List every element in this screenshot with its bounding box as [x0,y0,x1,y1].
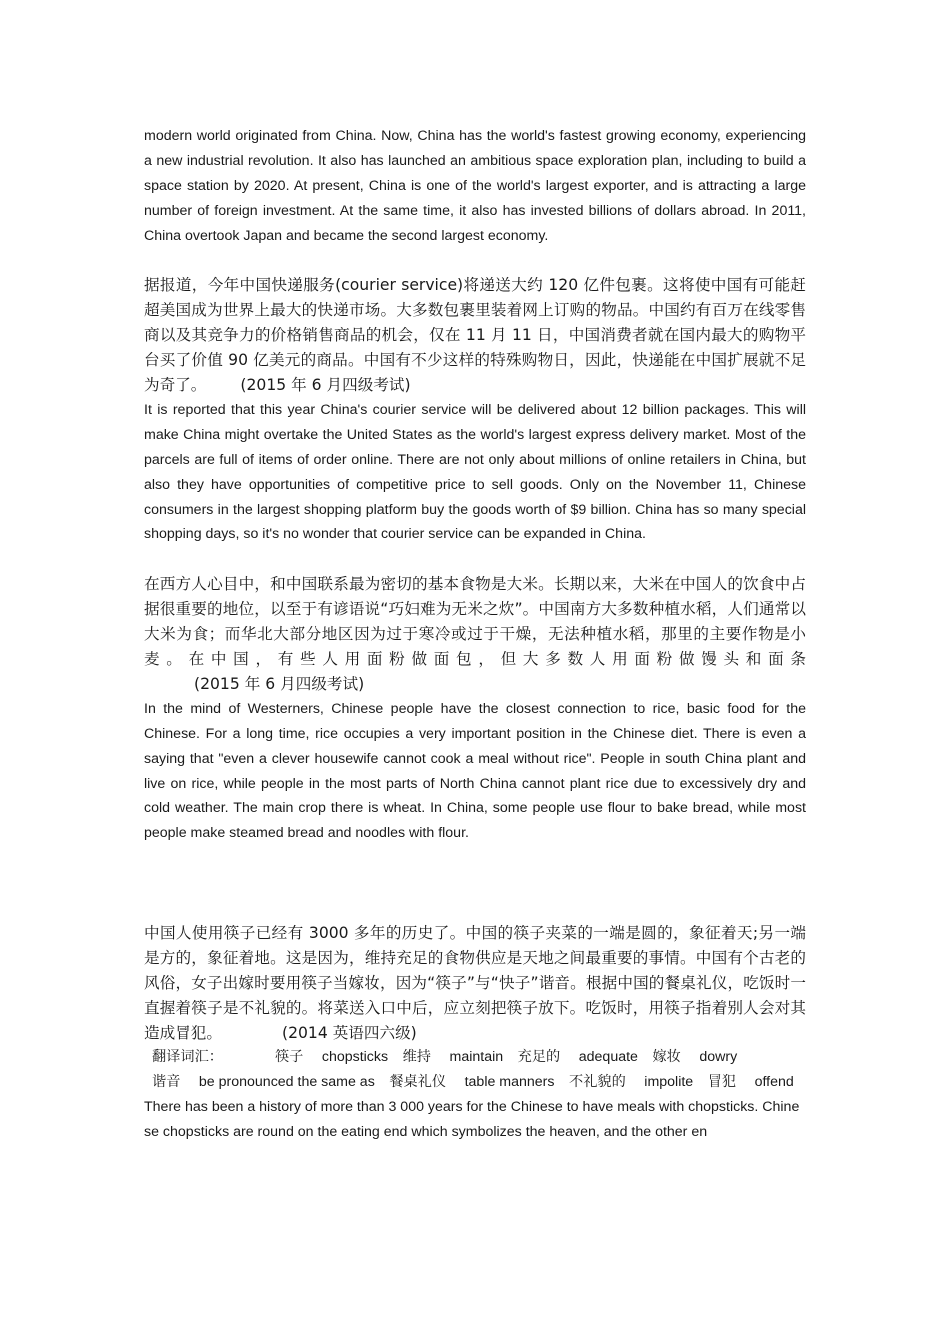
spacer [144,846,806,921]
vocabulary-label: 翻译词汇： [152,1049,223,1066]
vocab-term-zh: 不礼貌的 [569,1074,626,1091]
vocab-term-en: chopsticks [321,1049,389,1066]
vocab-term-en: dowry [699,1049,738,1066]
vocab-term-en: table manners [464,1074,555,1091]
spacer [144,249,806,274]
spacer [144,547,806,572]
document-page [144,124,806,1145]
vocab-term-zh: 筷子 [274,1049,304,1066]
passage4-english: There has been a history of more than 3 000 years for the Chinese to have meals with chopsticks. Chinese chopsticks are round on the eating end which symbolizes the heaven, and the other en [144,1099,800,1141]
vocab-term-zh: 冒犯 [707,1074,737,1091]
vocab-term-en: offend [754,1074,794,1091]
vocab-term-zh: 餐桌礼仪 [389,1074,447,1091]
vocab-term-zh: 维持 [402,1049,431,1066]
passage4-chinese [144,921,806,1046]
passage4-chinese-text: 中国人使用筷子已经有 3000 多年的历史了。中国的筷子夹菜的一端是圆的，象征着天;另一端是方的，象征着地。这是因为，维持充足的食物供应是天地之间最重要的事情。中国有个古老的风俗，女子出嫁时要用筷子当嫁妆，因为“筷子”与“快子”谐音。根据中国的餐桌礼仪，吃饭时一直握着筷子是不礼貌的。将菜送入口中后，应立刻把筷子放下。吃饭时，用筷子指着别人会对其造成冒犯。 [144,923,806,1042]
vocab-term-zh: 谐音 [152,1074,181,1091]
passage1-english: modern world originated from China. Now, China has the world's fastest growing economy, experiencing a new industrial revolution. It also has launched an ambitious space exploration plan, including to build a space station by 2020. At present, China is one of the world's largest exporter, and is attracting a large number of foreign investment. At the same time, it also has invested billions of dollars abroad. In 2011, China overtook Japan and became the second largest economy. [144,128,806,244]
vocab-term-en: be pronounced the same as [198,1074,375,1091]
passage4-source: (2014 英语四六级) [281,1023,417,1042]
passage2-chinese-text: 据报道，今年中国快递服务(courier service)将递送大约 120 亿件包裹。这将使中国有可能赶超美国成为世界上最大的快递市场。大多数包裹里装着网上订购的物品。中国约有百万在线零售商以及其竞争力的价格销售商品的机会，仅在 11 月 11 日，中国消费者就在国内最大的购物平台买了价值 90 亿美元的商品。中国有不少这样的特殊购物日，因此，快递能在中国扩展就不足为奇了。 [144,276,806,395]
passage3-chinese [144,572,806,697]
vocab-term-en: adequate [578,1049,638,1066]
vocab-term-en: maintain [449,1049,504,1066]
passage2-english: It is reported that this year China's courier service will be delivered about 12 billion packages. This will make China might overtake the United States as the world's largest express delivery market. Most of the parcels are full of items of order online. There are not only about millions of online retailers in China, but also they have opportunities of competitive price to sell goods. Only on the November 11, Chinese consumers in the largest shopping platform buy the goods worth of $9 billion. China has so many special shopping days, so it's no wonder that courier service can be expanded in China. [144,401,806,543]
vocabulary-list [144,1045,806,1095]
passage2-chinese [144,273,806,398]
passage2-source: (2015 年 6 月四级考试) [240,376,411,395]
vocab-term-zh: 充足的 [517,1049,561,1066]
passage3-english: In the mind of Westerners, Chinese people have the closest connection to rice, basic food for the Chinese. For a long time, rice occupies a very important position in the Chinese diet. There is even a saying that "even a clever housewife cannot cook a meal without rice". People in south China plant and live on rice, while people in the most parts of North China cannot plant rice due to excessively dry and cold weather. The main crop there is wheat. In China, some people use flour to bake bread, while most people make steamed bread and noodles with flour. [144,700,806,842]
passage3-source: (2015 年 6 月四级考试) [194,674,365,693]
vocab-term-en: impolite [644,1074,694,1091]
passage3-chinese-text: 在西方人心目中，和中国联系最为密切的基本食物是大米。长期以来，大米在中国人的饮食中占据很重要的地位，以至于有谚语说“巧妇难为无米之炊”。中国南方大多数种植水稻，人们通常以大米为食；而华北大部分地区因为过于寒冷或过于干燥，无法种植水稻，那里的主要作物是小麦。在中国，有些人用面粉做面包，但大多数人用面粉做馒头和面条 [144,575,806,668]
vocab-term-zh: 嫁妆 [652,1049,681,1066]
